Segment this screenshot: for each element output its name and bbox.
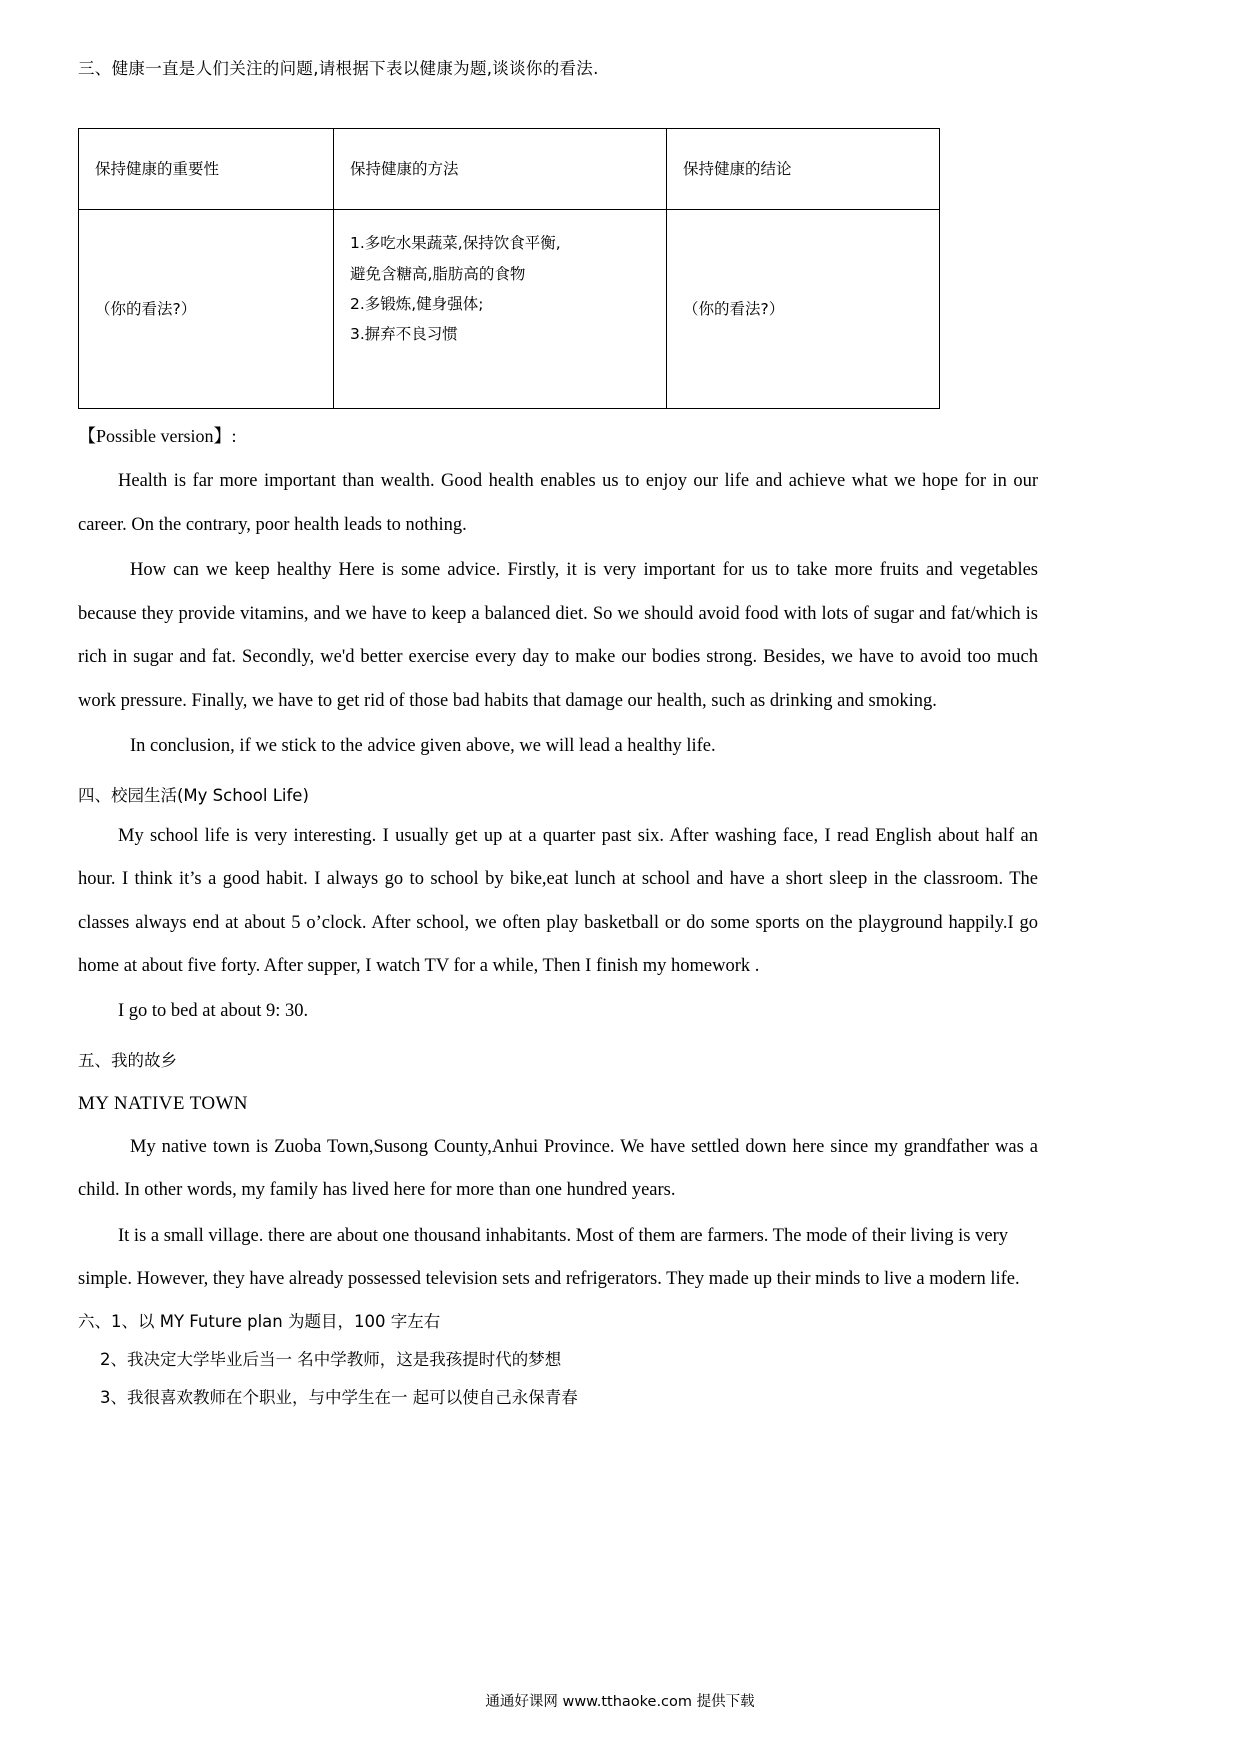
essay3-paragraph-3: In conclusion, if we stick to the advice given above, we will lead a healthy life. [130,736,716,757]
essay5-paragraph-2: It is a small village. there are about one thousand inhabitants. Most of them are farmers. The mode of their living is very simple. However, they have already possessed television sets and refrigerators. They made up their minds to live a modern life. [78,1225,1020,1289]
essay5-paragraph-1: My native town is Zuoba Town,Susong County,Anhui Province. We have settled down here since my grandfather was a child. In other words, my family has lived here for more than one hundred years. [78,1136,1038,1201]
table-row [79,210,940,409]
native-town-title: MY NATIVE TOWN [78,1092,248,1114]
section-3-heading: 三、健康一直是人们关注的问题,请根据下表以健康为题,谈谈你的看法. [78,59,599,78]
table-header-row [79,129,940,210]
section-4-heading: 四、校园生活(My School Life) [78,785,309,805]
section-6-item-1: 六、1、以 MY Future plan 为题目，100 字左右 [78,1312,441,1332]
table-cell-methods [334,210,667,409]
page-footer: 通通好课网 www.tthaoke.com 提供下载 [485,1694,755,1710]
method-line-4: 3.摒弃不良习惯 [350,325,458,344]
method-line-3: 2.多锻炼,健身强体; [350,294,484,313]
section-5-heading: 五、我的故乡 [78,1050,177,1070]
table-header-methods: 保持健康的方法 [334,129,667,210]
table-header-importance: 保持健康的重要性 [79,129,334,210]
section-6-item-3: 3、我很喜欢教师在个职业，与中学生在一 起可以使自己永保青春 [100,1388,578,1408]
health-table [78,128,940,409]
essay3-paragraph-1: Health is far more important than wealth. Good health enables us to enjoy our life and achieve what we hope for in our career. On the contrary, poor health leads to nothing. [78,471,1038,535]
essay4-paragraph-1: My school life is very interesting. I usually get up at a quarter past six. After washing face, I read English about half an hour. I think it’s a good habit. I always go to school by bike,eat lunch at school and have a short sleep in the classroom. The classes always end at about 5 o’clock. After school, we often play basketball or do some sports on the playground happily.I go home at about five forty. After supper, I watch TV for a while, Then I finish my homework . [78,825,1038,977]
method-line-1: 1.多吃水果蔬菜,保持饮食平衡, [350,234,561,253]
table-cell-importance: （你的看法?） [79,210,334,409]
essay3-paragraph-2: How can we keep healthy Here is some advice. Firstly, it is very important for us to take more fruits and vegetables because they provide vitamins, and we have to keep a balanced diet. So we should avoid food with lots of sugar and fat/which is rich in sugar and fat. Secondly, we'd better exercise every day to make our bodies strong. Besides, we have to avoid too much work pressure. Finally, we have to get rid of those bad habits that damage our health, such as drinking and smoking. [78,560,1038,711]
document-content [78,56,1038,1417]
possible-version-label: 【Possible version】: [78,426,237,447]
table-header-conclusion: 保持健康的结论 [667,129,940,210]
essay4-paragraph-2: I go to bed at about 9: 30. [118,1001,309,1022]
method-line-2: 避免含糖高,脂肪高的食物 [350,264,526,283]
section-6-item-2: 2、我决定大学毕业后当一 名中学教师，这是我孩提时代的梦想 [100,1350,562,1370]
table-cell-conclusion: （你的看法?） [667,210,940,409]
